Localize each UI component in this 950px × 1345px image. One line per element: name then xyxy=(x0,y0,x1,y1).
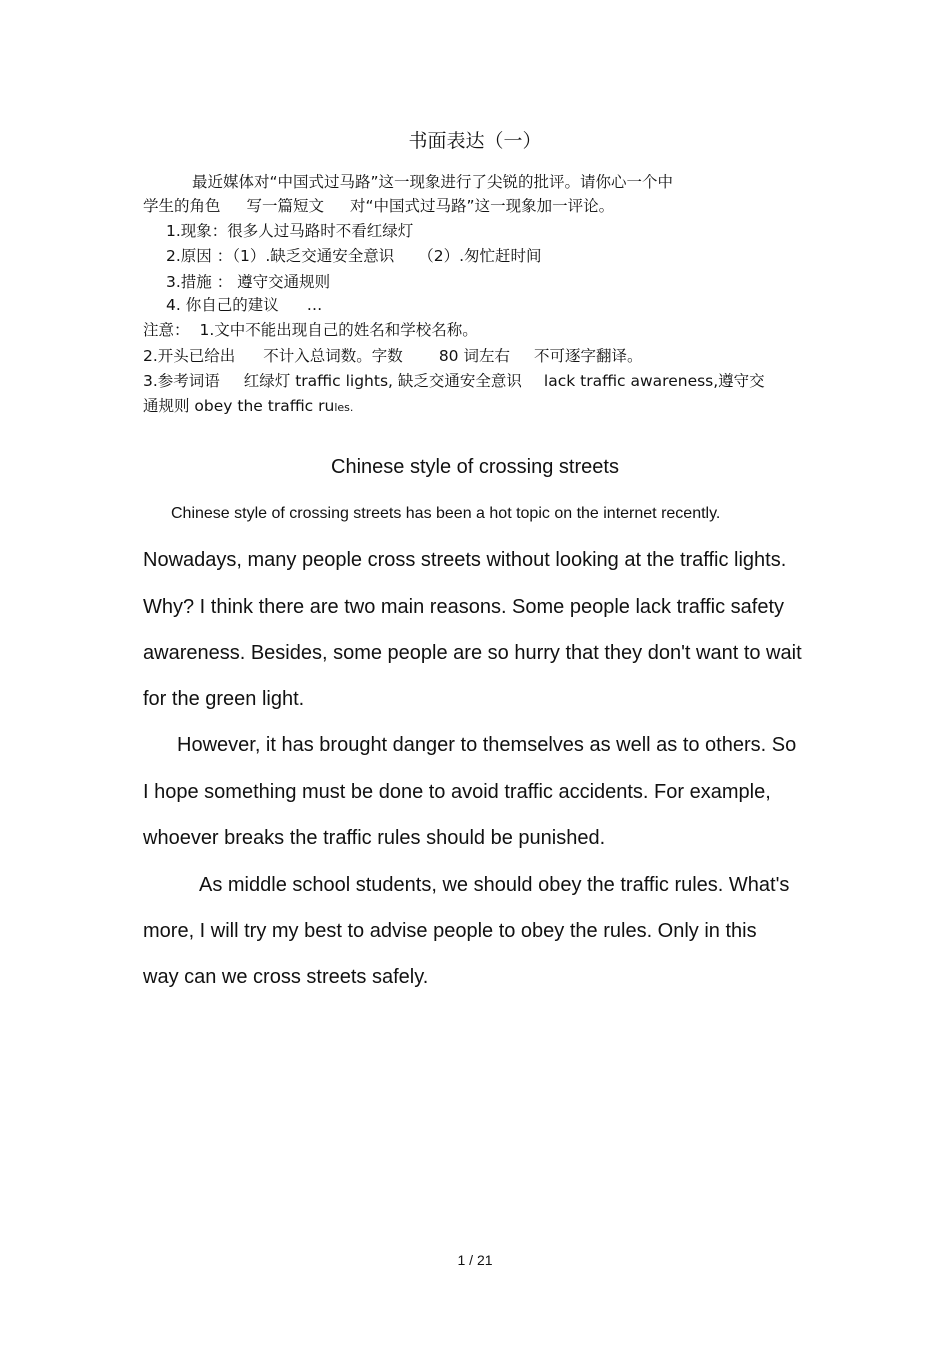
note-2-part-c: 80 词左右 xyxy=(438,347,510,365)
essay-line-6: I hope something must be done to avoid traffic accidents. For example, xyxy=(143,781,771,803)
prompt-line-2-part-a: 学生的角色 xyxy=(143,197,221,215)
note-2-part-d: 不可逐字翻译。 xyxy=(533,347,643,365)
note-3-part-e: les. xyxy=(334,401,354,414)
essay-line-2: Why? I think there are two main reasons. Some people lack traffic safety xyxy=(143,596,785,618)
document-title: 书面表达（一） xyxy=(408,130,542,152)
prompt-line-2 xyxy=(143,196,614,216)
note-3-continued xyxy=(143,396,353,418)
prompt-item-4 xyxy=(166,295,322,315)
essay-line-1: Nowadays, many people cross streets without looking at the traffic lights. xyxy=(143,549,787,571)
essay-line-9: more, I will try my best to advise people to obey the rules. Only in this xyxy=(143,920,757,942)
essay-line-7: whoever breaks the traffic rules should be punished. xyxy=(143,827,606,849)
essay-line-3: awareness. Besides, some people are so hurry that they don't want to wait xyxy=(143,642,802,664)
note-2 xyxy=(143,346,642,366)
prompt-line-2-part-b: 写一篇短文 xyxy=(246,197,325,215)
prompt-item-4-part-a: 4. 你自己的建议 xyxy=(166,296,279,314)
page-indicator: 1 / 21 xyxy=(457,1252,493,1268)
essay-line-4: for the green light. xyxy=(143,688,305,710)
prompt-item-2-part-a: 2.原因 ：（1）.缺乏交通安全意识 xyxy=(166,247,395,265)
note-3 xyxy=(143,371,765,391)
essay-intro: Chinese style of crossing streets has been a hot topic on the internet recently. xyxy=(171,505,721,522)
note-1 xyxy=(143,320,478,340)
essay-line-10: way can we cross streets safely. xyxy=(143,966,429,988)
note-2-part-b: 不计入总词数。字数 xyxy=(263,347,403,365)
prompt-line-1: 最近媒体对“中国式过马路”这一现象进行了尖锐的批评。请你心一个中 xyxy=(192,173,674,191)
note-1-label: 注意： xyxy=(143,321,190,339)
essay-title: Chinese style of crossing streets xyxy=(331,456,619,478)
prompt-item-1: 1.现象：很多人过马路时不看红绿灯 xyxy=(166,222,414,240)
essay-line-5: However, it has brought danger to themselves as well as to others. So xyxy=(177,734,797,756)
prompt-item-2 xyxy=(166,246,542,266)
note-3-part-d: 通规则 obey the traffic ru xyxy=(143,397,335,415)
prompt-line-2-part-c: 对“中国式过马路”这一现象加一评论。 xyxy=(350,197,615,215)
note-1-text: 1.文中不能出现自己的姓名和学校名称。 xyxy=(199,321,478,339)
prompt-item-4-part-b: … xyxy=(306,296,323,314)
prompt-item-3: 3.措施 ： 遵守交通规则 xyxy=(166,273,331,291)
note-3-part-c: lack traffic awareness,遵守交 xyxy=(543,372,765,390)
essay-line-8: As middle school students, we should obey the traffic rules. What's xyxy=(199,874,790,896)
note-2-part-a: 2.开头已给出 xyxy=(143,347,236,365)
prompt-item-2-part-b: （2）.匆忙赶时间 xyxy=(418,247,542,265)
note-3-part-b: 红绿灯 traffic lights, 缺乏交通安全意识 xyxy=(243,372,522,390)
note-3-part-a: 3.参考词语 xyxy=(143,372,220,390)
